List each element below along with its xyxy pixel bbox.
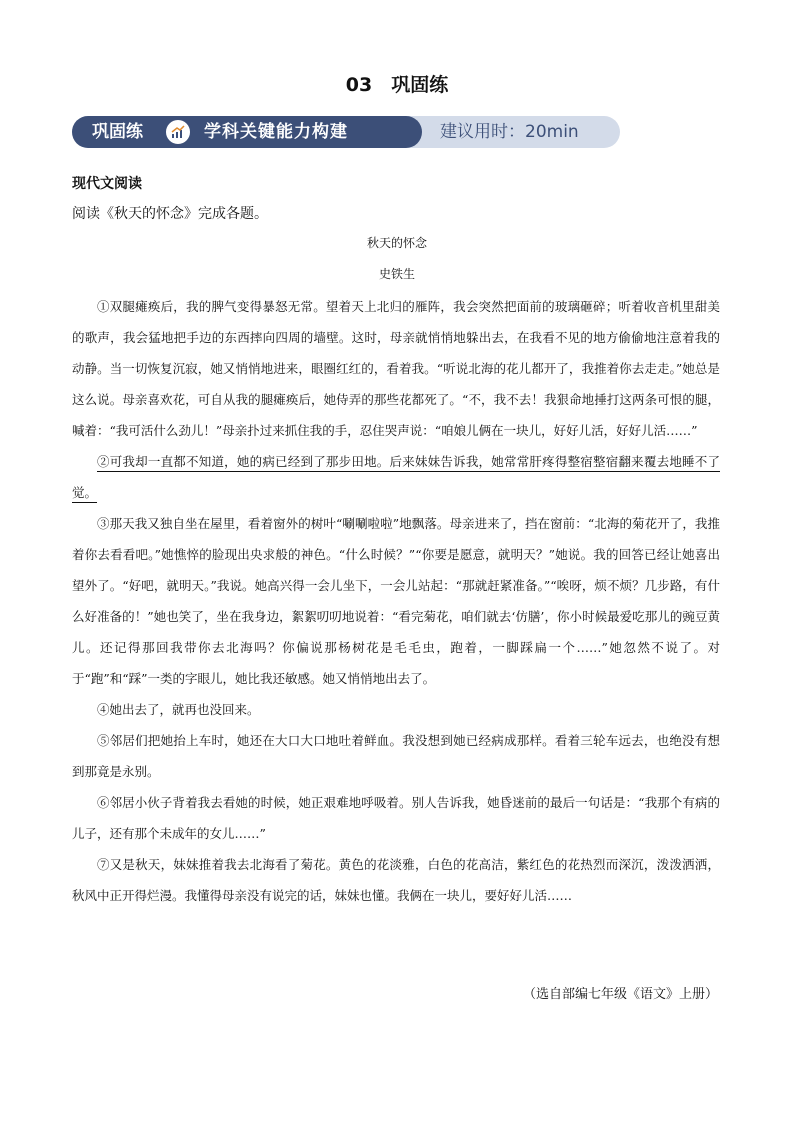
section-banner bbox=[72, 116, 620, 148]
paragraph-2-underlined: ②可我却一直都不知道，她的病已经到了那步田地。后来妹妹告诉我，她常常肝疼得整宿整宿翻来覆去地睡不了觉。 bbox=[72, 454, 720, 500]
reading-instruction: 阅读《秋天的怀念》完成各题。 bbox=[72, 206, 268, 222]
paragraph-2 bbox=[72, 446, 720, 508]
page-title: 03 巩固练 bbox=[345, 74, 449, 96]
paragraph-6: ⑥邻居小伙子背着我去看她的时候，她正艰难地呼吸着。别人告诉我，她昏迷前的最后一句话是：“我那个有病的儿子，还有那个未成年的女儿……” bbox=[72, 795, 720, 841]
paragraph-4: ④她出去了，就再也没回来。 bbox=[97, 702, 260, 717]
section-heading: 现代文阅读 bbox=[72, 176, 142, 192]
article-author: 史铁生 bbox=[378, 267, 415, 281]
paragraph-7: ⑦又是秋天，妹妹推着我去北海看了菊花。黄色的花淡雅，白色的花高洁，紫红色的花热烈而深沉，泼泼洒洒，秋风中正开得烂漫。我懂得母亲没有说完的话，妹妹也懂。我俩在一块儿，要好好儿活…… bbox=[72, 857, 720, 903]
article-title: 秋天的怀念 bbox=[366, 236, 427, 250]
banner-time-hint: 建议用时：20min bbox=[440, 122, 579, 142]
paragraph-3: ③那天我又独自坐在屋里，看着窗外的树叶“唰唰啦啦”地飘落。母亲进来了，挡在窗前：“北海的菊花开了，我推着你去看看吧。”她憔悴的脸现出央求般的神色。“什么时候？”“你要是愿意，就明天？”她说。我的回答已经让她喜出望外了。“好吧，就明天。”我说。她高兴得一会儿坐下，一会儿站起：“那就赶紧准备。”“唉呀，烦不烦？几步路，有什么好准备的！”她也笑了，坐在我身边，絮絮叨叨地说着：“看完菊花，咱们就去‘仿膳’，你小时候最爱吃那儿的豌豆黄儿。还记得那回我带你去北海吗？你偏说那杨树花是毛毛虫，跑着，一脚踩扁一个……”她忽然不说了。对于“跑”和“踩”一类的字眼儿，她比我还敏感。她又悄悄地出去了。 bbox=[72, 516, 720, 686]
paragraph-1: ①双腿瘫痪后，我的脾气变得暴怒无常。望着天上北归的雁阵，我会突然把面前的玻璃砸碎；听着收音机里甜美的歌声，我会猛地把手边的东西摔向四周的墙壁。这时，母亲就悄悄地躲出去，在我看不见的地方偷偷地注意着我的动静。当一切恢复沉寂，她又悄悄地进来，眼圈红红的，看着我。“听说北海的花儿都开了，我推着你去走走。”她总是这么说。母亲喜欢花，可自从我的腿瘫痪后，她侍弄的那些花都死了。“不，我不去！我狠命地捶打这两条可恨的腿，喊着：“我可活什么劲儿！”母亲扑过来抓住我的手，忍住哭声说：“咱娘儿俩在一块儿，好好儿活，好好儿活……” bbox=[72, 299, 720, 438]
article-body bbox=[72, 291, 720, 911]
banner-label: 巩固练 bbox=[92, 122, 143, 142]
banner-subtitle: 学科关键能力构建 bbox=[204, 122, 348, 142]
chart-growth-icon bbox=[164, 118, 192, 146]
paragraph-5: ⑤邻居们把她抬上车时，她还在大口大口地吐着鲜血。我没想到她已经病成那样。看着三轮车远去，也绝没有想到那竟是永别。 bbox=[72, 733, 720, 779]
article-source: （选自部编七年级《语文》上册） bbox=[522, 987, 718, 1002]
